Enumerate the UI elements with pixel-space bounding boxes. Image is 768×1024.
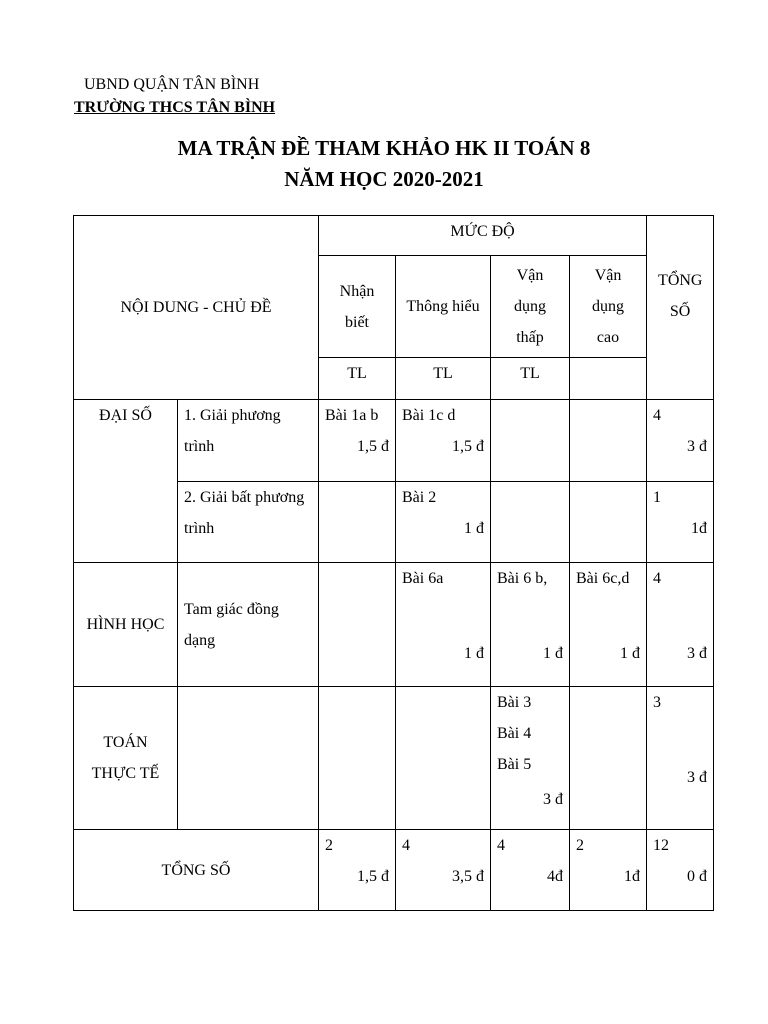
cell-count: 12 <box>653 837 670 854</box>
tl-understand: TL <box>396 358 491 400</box>
cell-points: 1 đ <box>464 645 484 662</box>
cell-count: 4 <box>497 837 505 854</box>
cell-label: Bài 6a <box>402 570 444 587</box>
cell-eq-apply-low <box>491 400 570 482</box>
algebra-topic-equations: 1. Giải phương trình <box>178 400 319 482</box>
cell-points: 1 đ <box>464 520 484 537</box>
cell-geo-apply-low <box>491 563 570 687</box>
content-topic-header: NỘI DUNG - CHỦ ĐỀ <box>74 216 319 400</box>
algebra-topic-inequalities: 2. Giải bất phương trình <box>178 482 319 563</box>
cell-points: 1 đ <box>543 645 563 662</box>
cell-points: 1 đ <box>620 645 641 662</box>
cell-label: Bài 2 <box>402 489 437 506</box>
cell-count: 4 <box>653 570 662 587</box>
level-header: MỨC ĐỘ <box>319 216 647 256</box>
cell-ineq-apply-low <box>491 482 570 563</box>
cell-points: 1,5 đ <box>357 868 389 885</box>
tl-apply-high <box>570 358 647 400</box>
cell-prac-understand <box>396 687 491 830</box>
cell-eq-apply-high <box>570 400 647 482</box>
cell-label: Bài 3 <box>497 694 532 711</box>
sum-apply-high <box>570 830 647 911</box>
level-apply-high <box>570 256 647 358</box>
cell-points: 1,5 đ <box>452 438 484 455</box>
sum-total <box>647 830 714 911</box>
cell-geo-understand <box>396 563 491 687</box>
cell-points: 3 đ <box>687 645 708 662</box>
level-understand: Thông hiểu <box>396 256 491 358</box>
cell-points: 3 đ <box>543 791 563 808</box>
cell-label: Bài 5 <box>497 756 532 773</box>
cell-count: 2 <box>576 837 584 854</box>
practical-topic <box>178 687 319 830</box>
cell-label: Bài 4 <box>497 725 532 742</box>
cell-eq-understand <box>396 400 491 482</box>
cell-label: Bài 6c,d <box>576 570 630 587</box>
geometry-group: HÌNH HỌC <box>74 563 178 687</box>
sum-label: TỔNG SỐ <box>74 830 319 911</box>
geometry-topic: Tam giác đồng dạng <box>178 563 319 687</box>
cell-geo-total <box>647 563 714 687</box>
cell-points: 1,5 đ <box>357 438 389 455</box>
algebra-group: ĐẠI SỐ <box>74 400 178 563</box>
cell-prac-apply-low <box>491 687 570 830</box>
level-apply-high-text: Vận dụng cao <box>592 267 625 346</box>
tl-apply-low: TL <box>491 358 570 400</box>
cell-count: 4 <box>402 837 410 854</box>
cell-prac-total <box>647 687 714 830</box>
cell-count: 3 <box>653 694 662 711</box>
sum-understand <box>396 830 491 911</box>
cell-label: Bài 1c d <box>402 407 456 424</box>
cell-geo-recognize <box>319 563 396 687</box>
exam-matrix-table <box>73 215 714 911</box>
cell-points: 1đ <box>691 520 708 537</box>
district-name: UBND QUẬN TÂN BÌNH <box>84 76 260 93</box>
document-title: MA TRẬN ĐỀ THAM KHẢO HK II TOÁN 8 <box>177 136 591 160</box>
cell-count: 1 <box>653 489 662 506</box>
cell-ineq-total <box>647 482 714 563</box>
total-header-text: TỔNG SỐ <box>658 271 703 320</box>
cell-eq-recognize <box>319 400 396 482</box>
school-year: NĂM HỌC 2020-2021 <box>284 167 484 191</box>
cell-geo-apply-high <box>570 563 647 687</box>
cell-points: 3 đ <box>687 769 708 786</box>
cell-prac-recognize <box>319 687 396 830</box>
sum-apply-low <box>491 830 570 911</box>
cell-label: Bài 6 b, <box>497 570 548 587</box>
cell-prac-apply-high <box>570 687 647 830</box>
cell-label: Bài 1a b <box>325 407 379 424</box>
cell-ineq-understand <box>396 482 491 563</box>
cell-count: 2 <box>325 837 333 854</box>
practical-group <box>74 687 178 830</box>
cell-eq-total <box>647 400 714 482</box>
level-apply-low <box>491 256 570 358</box>
cell-points: 3,5 đ <box>452 868 484 885</box>
practical-group-line2: THỰC TẾ <box>91 765 160 782</box>
tl-recognize: TL <box>319 358 396 400</box>
cell-points: 0 đ <box>687 868 708 885</box>
level-recognize <box>319 256 396 358</box>
cell-points: 1đ <box>624 868 641 885</box>
school-name: TRƯỜNG THCS TÂN BÌNH <box>74 99 276 116</box>
practical-group-line1: TOÁN <box>103 734 148 751</box>
total-header <box>647 216 714 400</box>
cell-ineq-recognize <box>319 482 396 563</box>
sum-recognize <box>319 830 396 911</box>
cell-points: 3 đ <box>687 438 708 455</box>
level-recognize-text: Nhận biết <box>339 282 375 331</box>
level-apply-low-text: Vận dụng thấp <box>514 267 546 346</box>
cell-count: 4 <box>653 407 662 424</box>
cell-ineq-apply-high <box>570 482 647 563</box>
cell-points: 4đ <box>547 868 563 885</box>
